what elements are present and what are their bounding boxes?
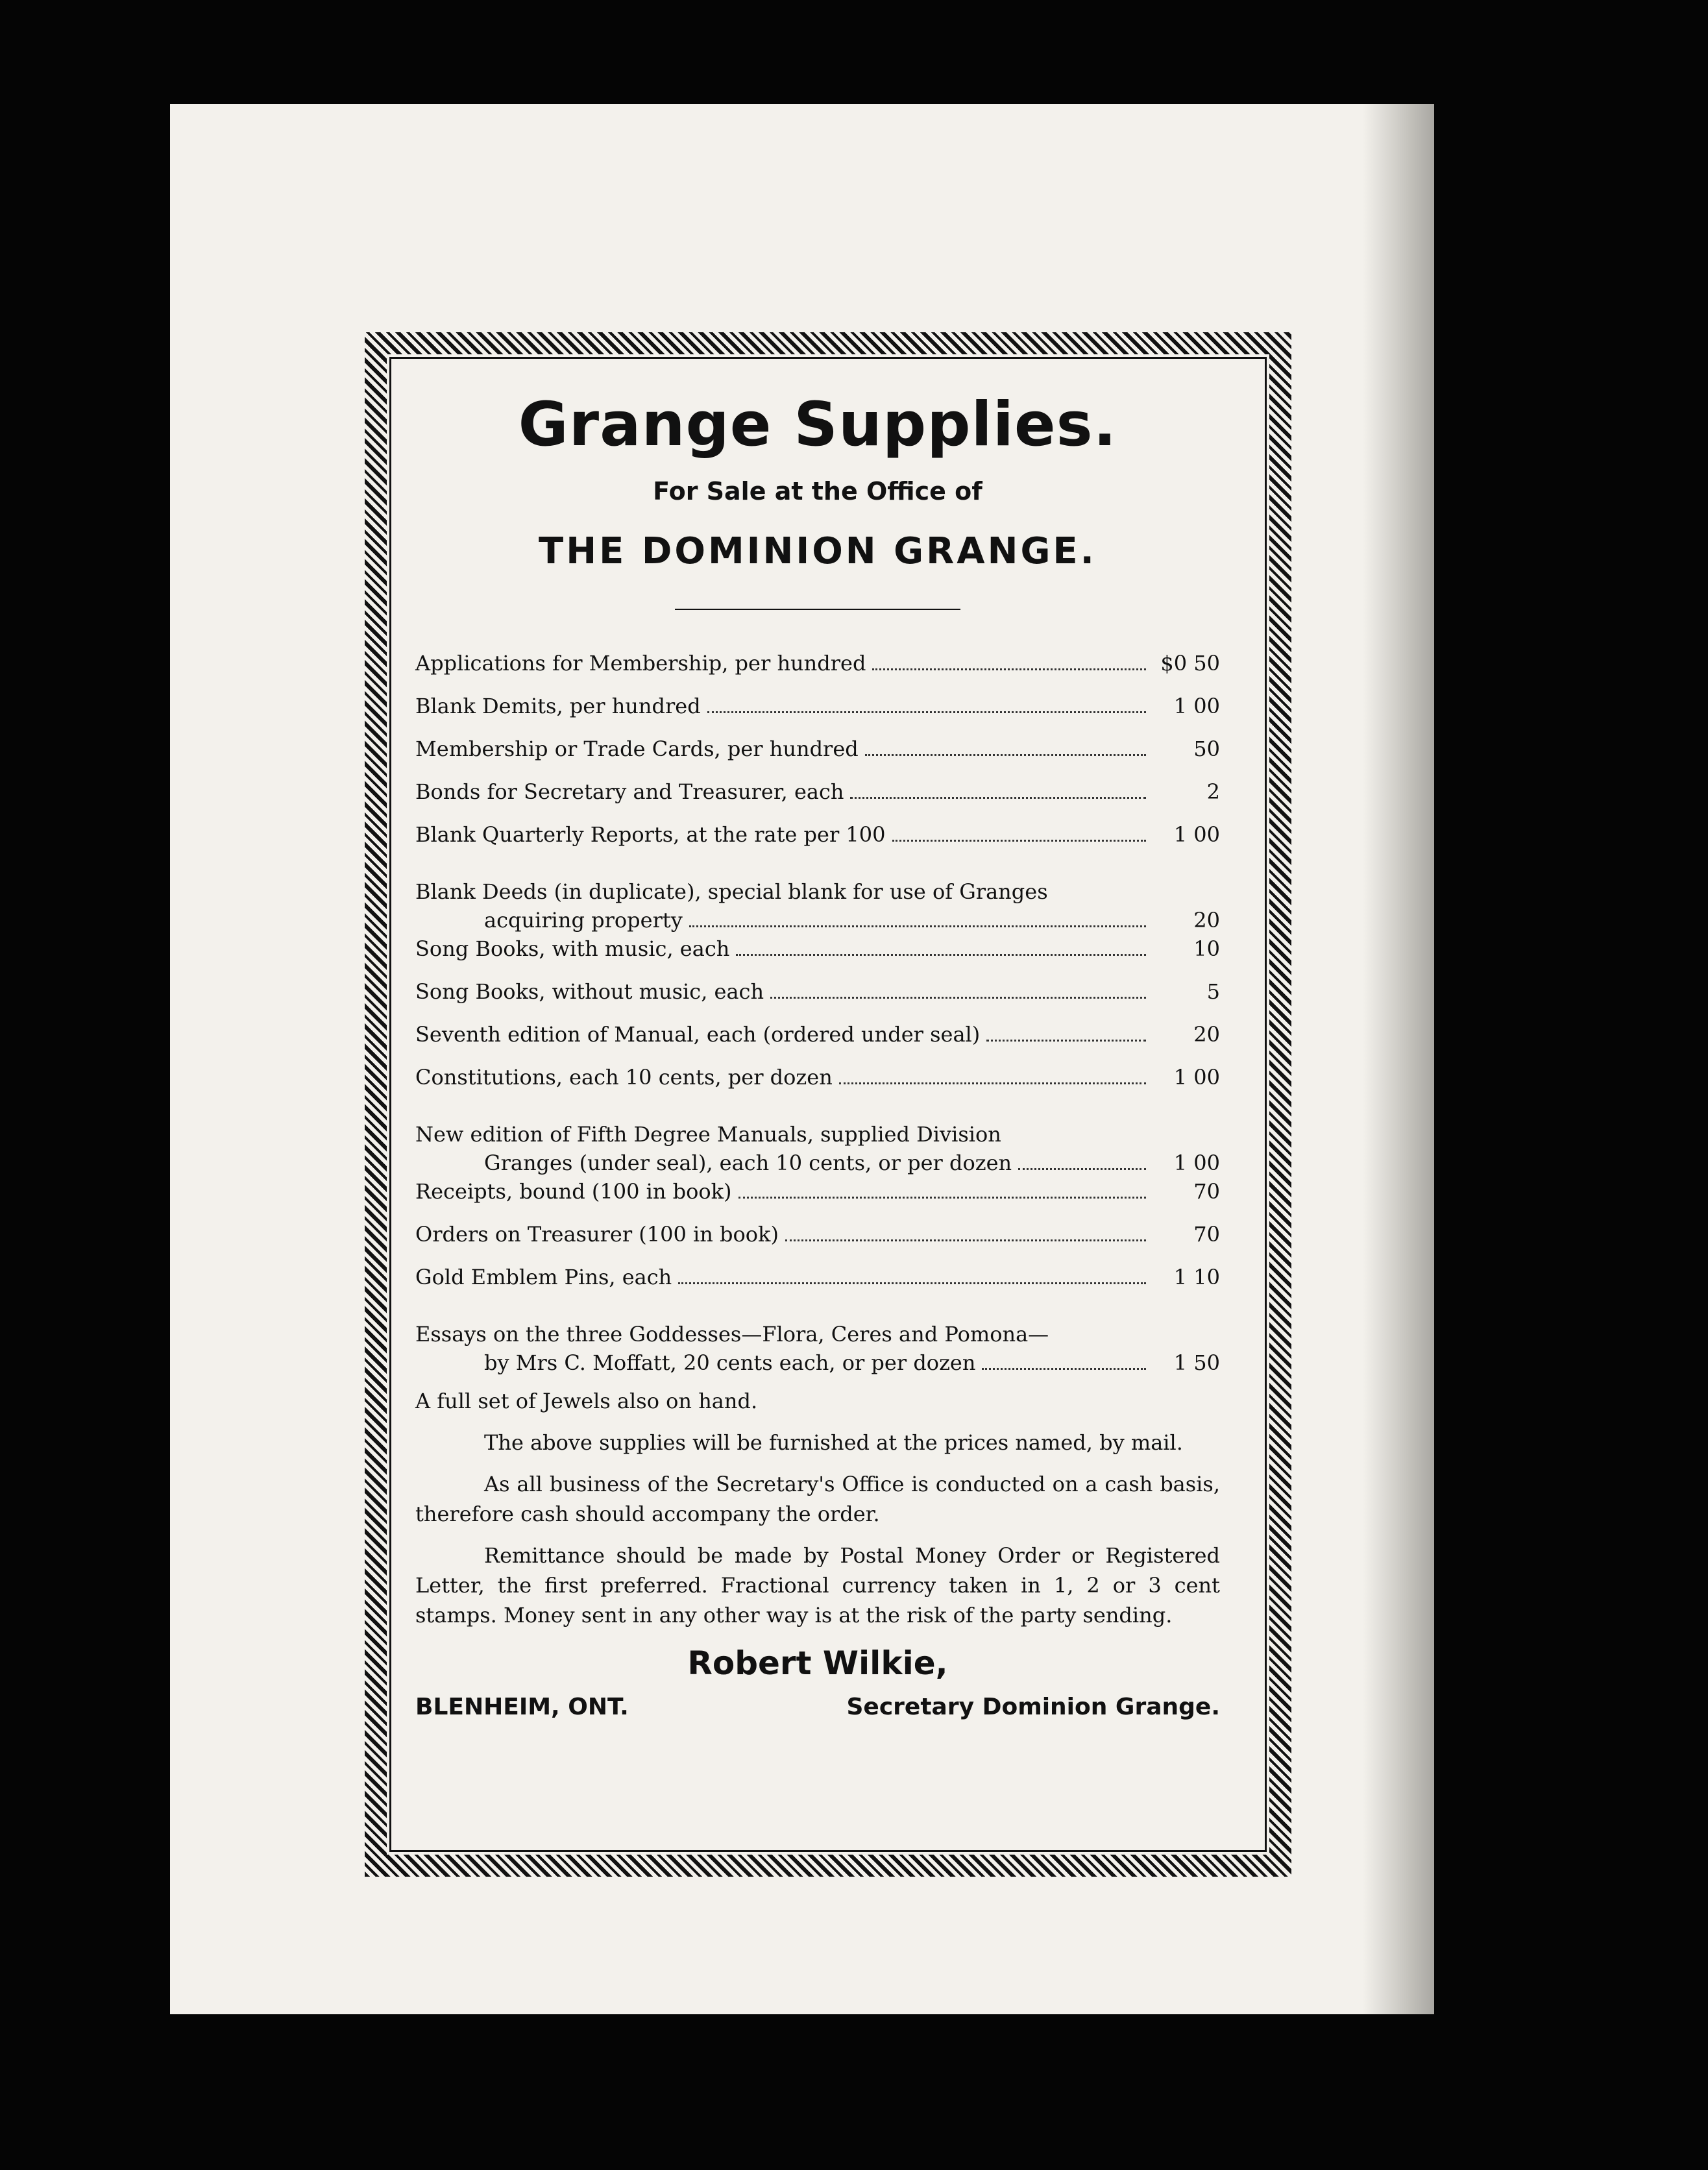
advertisement [415,376,1220,1830]
item-description: Song Books, with music, each [415,936,730,961]
item-price: 1 10 [1173,1265,1220,1289]
item-description: Blank Deeds (in duplicate), special blank for use of Granges [415,879,1048,904]
item-price: 70 [1193,1222,1220,1247]
price-list-item [415,1020,1220,1063]
dot-leader [770,997,1146,999]
signer-name: Robert Wilkie, [687,1644,948,1682]
item-description: Blank Quarterly Reports, at the rate per 100 [415,822,886,847]
item-description: Orders on Treasurer (100 in book) [415,1222,779,1247]
remittance-paragraph: Remittance should be made by Postal Money Order or Registered Letter, the first preferred. Fractional currency taken in 1, 2 or 3 cent stamps. Money sent in any other way is at the risk of the party sending. [415,1543,1220,1628]
item-description: Membership or Trade Cards, per hundred [415,737,859,761]
price-list-item [415,1306,1220,1377]
item-description-continued: Granges (under seal), each 10 cents, or per dozen [484,1151,1012,1175]
location: BLENHEIM, ONT. [415,1694,629,1720]
dot-leader [736,954,1146,956]
dot-leader [850,797,1146,799]
item-price: 2 [1206,779,1220,804]
subtitle: For Sale at the Office of [653,477,982,506]
dot-leader [872,668,1146,670]
position-title: Secretary Dominion Grange. [846,1694,1220,1720]
price-list-item [415,977,1220,1020]
organization-name: THE DOMINION GRANGE. [539,530,1097,572]
price-list-item [415,934,1220,977]
dot-leader [982,1368,1146,1370]
dot-leader [785,1239,1146,1241]
price-list-item [415,1177,1220,1220]
item-description: Gold Emblem Pins, each [415,1265,672,1289]
item-description: Applications for Membership, per hundred [415,651,866,676]
price-list-item [415,820,1220,863]
item-price: 1 00 [1173,1065,1220,1090]
price-list-item [415,863,1220,934]
item-price: 50 [1193,737,1220,761]
price-list-item [415,735,1220,777]
jewels-note: A full set of Jewels also on hand. [415,1389,758,1413]
signature-line [415,1694,1220,1720]
dot-leader [678,1282,1146,1284]
item-price: 70 [1193,1179,1220,1204]
dot-leader [892,840,1147,842]
price-list-item [415,692,1220,735]
dot-leader [689,925,1146,927]
item-description: Essays on the three Goddesses—Flora, Ceres and Pomona— [415,1322,1049,1347]
item-price: 20 [1193,908,1220,933]
mail-paragraph: The above supplies will be furnished at the prices named, by mail. [484,1430,1183,1455]
item-price: 20 [1193,1022,1220,1047]
item-price: 10 [1193,936,1220,961]
price-list-item [415,777,1220,820]
item-description: Song Books, without music, each [415,979,764,1004]
item-description: Blank Demits, per hundred [415,694,701,718]
item-price: 1 00 [1173,694,1220,718]
dot-leader [1018,1168,1146,1170]
item-description-continued: acquiring property [484,908,683,933]
item-description-continued: by Mrs C. Moffatt, 20 cents each, or per dozen [484,1350,976,1375]
item-price: 5 [1206,979,1220,1004]
item-description: New edition of Fifth Degree Manuals, supplied Division [415,1122,1001,1147]
item-price: 1 00 [1173,822,1220,847]
item-description: Seventh edition of Manual, each (ordered under seal) [415,1022,981,1047]
dot-leader [865,754,1146,756]
cash-paragraph: As all business of the Secretary's Office is conducted on a cash basis, therefore cash should accompany the order. [415,1472,1220,1526]
item-description: Constitutions, each 10 cents, per dozen [415,1065,833,1090]
item-price: 1 50 [1173,1350,1220,1375]
item-price: 1 00 [1173,1151,1220,1175]
divider [675,609,960,610]
price-list-item [415,1220,1220,1263]
dot-leader [986,1040,1146,1042]
price-list-item [415,1063,1220,1106]
dot-leader [707,711,1146,713]
price-list-item [415,649,1220,692]
price-list-item [415,1263,1220,1306]
item-description: Bonds for Secretary and Treasurer, each [415,779,844,804]
item-description: Receipts, bound (100 in book) [415,1179,732,1204]
dot-leader [738,1197,1147,1199]
item-price: $0 50 [1160,651,1220,676]
sheet-shadow-edge [1363,104,1434,2014]
page-title: Grange Supplies. [518,389,1117,460]
price-list-item [415,1106,1220,1177]
price-list [415,649,1220,1377]
dot-leader [839,1082,1146,1084]
